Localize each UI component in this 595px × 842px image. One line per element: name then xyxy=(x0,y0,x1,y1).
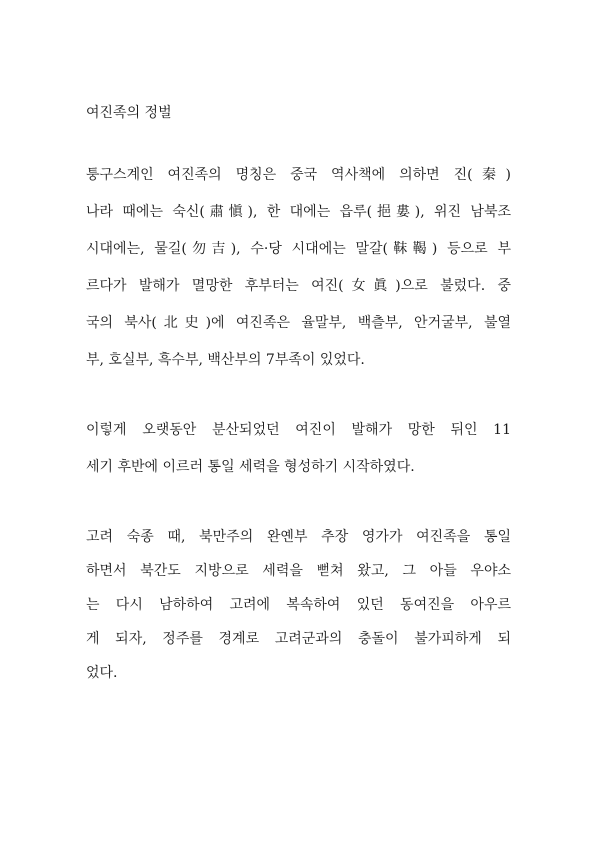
paragraph-line: 나라 때에는 숙신(肅愼), 한 대에는 읍루(挹婁), 위진 남북조 xyxy=(86,204,511,220)
paragraph-unification xyxy=(86,420,511,494)
paragraph-line: 세기 후반에 이르러 통일 세력을 형성하기 시작하였다. xyxy=(86,459,415,475)
paragraph-line: 국의 북사(北史)에 여진족은 율말부, 백츨부, 안거굴부, 불열 xyxy=(86,315,511,331)
document-title: 여진족의 정벌 xyxy=(86,105,172,121)
paragraph-line: 시대에는, 물길(勿吉), 수·당 시대에는 말갈(靺鞨) 등으로 부 xyxy=(86,241,511,257)
paragraph-goryeo-conflict xyxy=(86,527,511,697)
paragraph-line: 퉁구스계인 여진족의 명칭은 중국 역사책에 의하면 진(秦) xyxy=(86,167,511,183)
paragraph-line: 부, 호실부, 흑수부, 백산부의 7부족이 있었다. xyxy=(86,352,365,368)
paragraph-names-of-jurchen xyxy=(86,165,511,387)
paragraph-line: 하면서 북간도 지방으로 세력을 뻗쳐 왔고, 그 아들 우야소 xyxy=(86,563,511,579)
paragraph-line: 고려 숙종 때, 북만주의 완옌부 추장 영가가 여진족을 통일 xyxy=(86,529,511,545)
paragraph-line: 이렇게 오랫동안 분산되었던 여진이 발해가 망한 뒤인 11 xyxy=(86,422,511,438)
paragraph-line: 는 다시 남하하여 고려에 복속하여 있던 동여진을 아우르 xyxy=(86,597,511,613)
paragraph-line: 었다. xyxy=(86,665,118,681)
paragraph-line: 르다가 발해가 멸망한 후부터는 여진(女眞)으로 불렀다. 중 xyxy=(86,278,511,294)
paragraph-line: 게 되자, 정주를 경계로 고려군과의 충돌이 불가피하게 되 xyxy=(86,631,511,647)
